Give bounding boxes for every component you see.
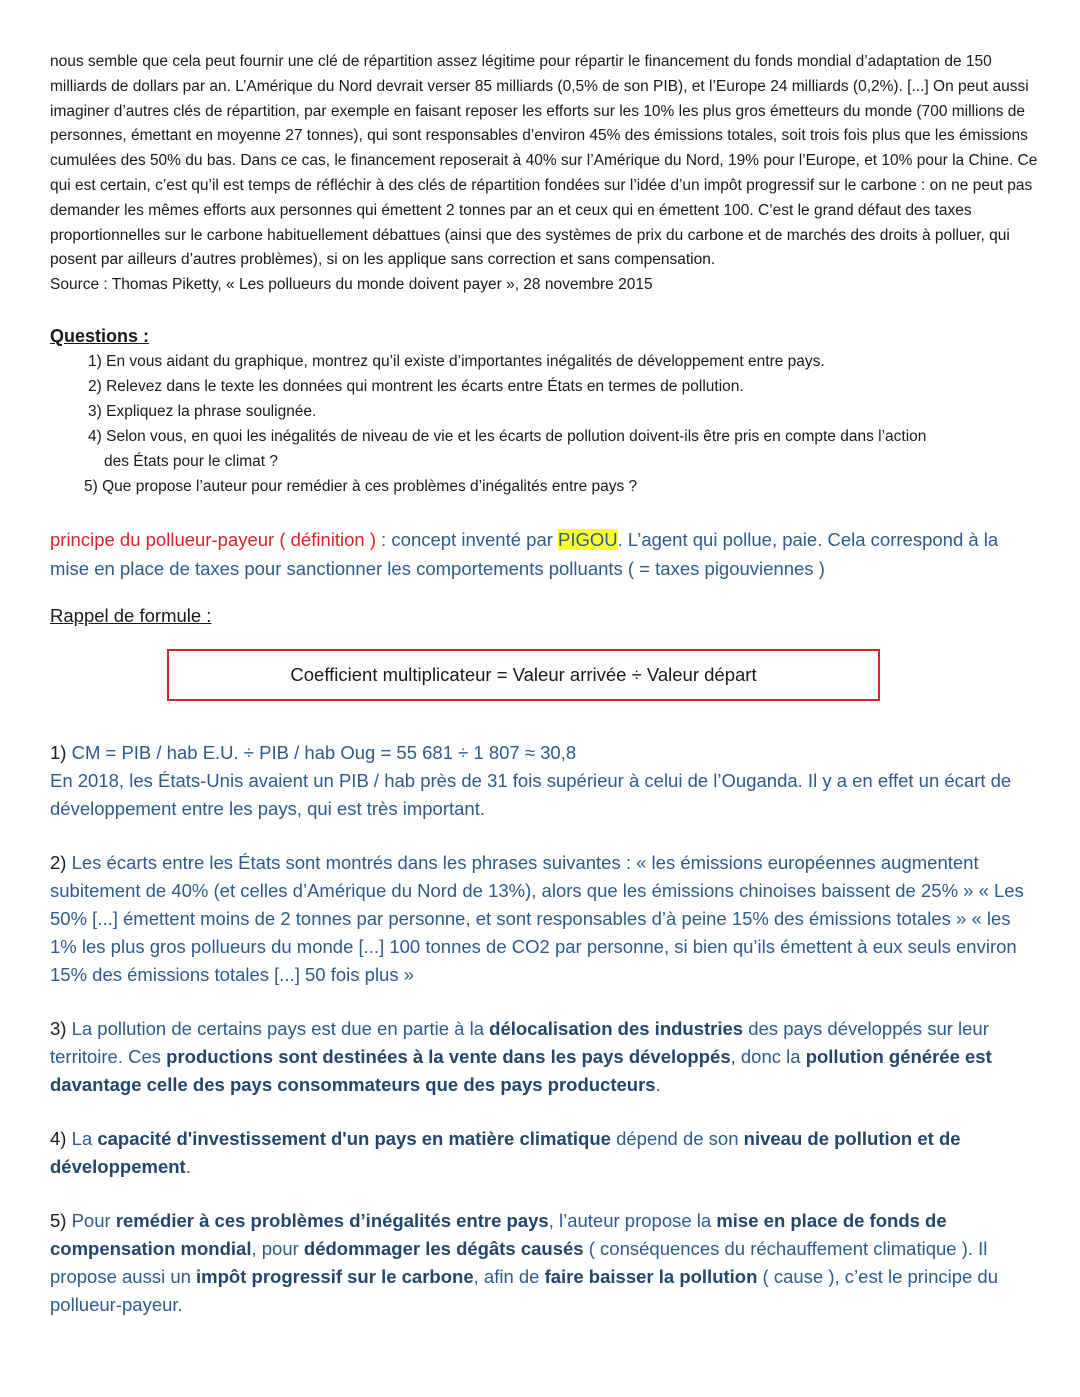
questions-title: Questions : [50, 325, 150, 346]
highlighted-name: PIGOU [558, 528, 618, 550]
question-item: 3) Expliquez la phrase soulignée. [88, 402, 317, 420]
question-item: 5) Que propose l’auteur pour remédier à ces problèmes d’inégalités entre pays ? [84, 477, 638, 495]
questions-list [50, 349, 1040, 499]
answer-3: 3) La pollution de certains pays est due en partie à la délocalisation des industries des pays développés sur leur territoire. Ces productions sont destinées à la vente dans les pays développés, donc la pollution générée est davantage celle des pays consommateurs que des pays producteurs. [50, 1017, 992, 1095]
rappel-title: Rappel de formule : [50, 604, 212, 626]
question-item: 2) Relevez dans le texte les données qui montrent les écarts entre États en termes de pollution. [88, 377, 744, 395]
question-item: 1) En vous aidant du graphique, montrez qu’il existe d’importantes inégalités de développement entre pays. [88, 352, 825, 370]
answer-2: 2) Les écarts entre les États sont montrés dans les phrases suivantes : « les émissions européennes augmentent subitement de 40% (et celles d’Amérique du Nord de 13%), alors que les émissions chinoises baissent de 25% » « Les 50% [...] émettent moins de 2 tonnes par personne, et sont responsables d’à peine 15% des émissions totales » « les 1% les plus gros pollueurs du monde [...] 100 tonnes de CO2 par personne, si bien qu’ils émettent à eux seuls environ 15% des émissions totales [...] 50 fois plus » [50, 851, 1024, 985]
document-page [50, 50, 1040, 1319]
definition-term: principe du pollueur-payeur ( définition ) [50, 528, 376, 550]
source-citation: Source : Thomas Piketty, « Les pollueurs du monde doivent payer », 28 novembre 2015 [50, 276, 653, 294]
definition-block: principe du pollueur-payeur ( définition ) : concept inventé par PIGOU. L’agent qui pollue, paie. Cela correspond à la mise en place de taxes pour sanctionner les comportements polluants ( = taxes pigouviennes ) [50, 528, 999, 579]
source-text: nous semble que cela peut fournir une clé de répartition assez légitime pour répartir le financement du fonds mondial d’adaptation de 150 milliards de dollars par an. L’Amérique du Nord devrait verser 85 milliards (0,5% de son PIB), et l’Europe 24 milliards (0,2%). [...] On peut aussi imaginer d’autres clés de répartition, par exemple en faisant reposer les efforts sur les 10% les plus gros émetteurs du monde (700 millions de personnes, émettant en moyenne 27 tonnes), qui sont responsables d’environ 45% des émissions totales, soit trois fois plus que les émissions cumulées des 50% du bas. Dans ce cas, le financement reposerait à 40% sur l’Amérique du Nord, 19% pour l’Europe, et 10% pour la Chine. Ce qui est certain, c’est qu’il est temps de réfléchir à des clés de répartition fondées sur l’idée d’un impôt progressif sur le carbone : on ne peut pas demander les mêmes efforts aux personnes qui émettent 2 tonnes par an et ceux qui en émettent 100. C’est le grand défaut des taxes proportionnelles sur le carbone habituellement débattues (ainsi que des systèmes de prix du carbone et de marchés des droits à polluer, qui posent par ailleurs d’autres problèmes), si on les applique sans correction et sans compensation. [50, 53, 1038, 269]
answer-1: 1) CM = PIB / hab E.U. ÷ PIB / hab Oug = 55 681 ÷ 1 807 ≈ 30,8 En 2018, les États-Unis avaient un PIB / hab près de 31 fois supérieur à celui de l’Ouganda. Il y a en effet un écart de développement entre les pays, qui est très important. [50, 741, 1012, 819]
formula-box [167, 649, 880, 701]
formula-text: Coefficient multiplicateur = Valeur arrivée ÷ Valeur départ [290, 663, 757, 685]
answer-4: 4) La capacité d'investissement d'un pays en matière climatique dépend de son niveau de pollution et de développement. [50, 1127, 961, 1177]
answer-5: 5) Pour remédier à ces problèmes d’inégalités entre pays, l’auteur propose la mise en place de fonds de compensation mondial, pour dédommager les dégâts causés ( conséquences du réchauffement climatique ). Il propose aussi un impôt progressif sur le carbone, afin de faire baisser la pollution ( cause ), c’est le principe du pollueur-payeur. [50, 1209, 999, 1315]
question-item: 4) Selon vous, en quoi les inégalités de niveau de vie et les écarts de pollution doivent-ils être pris en compte dans l’action des États pour le climat ? [88, 427, 927, 470]
